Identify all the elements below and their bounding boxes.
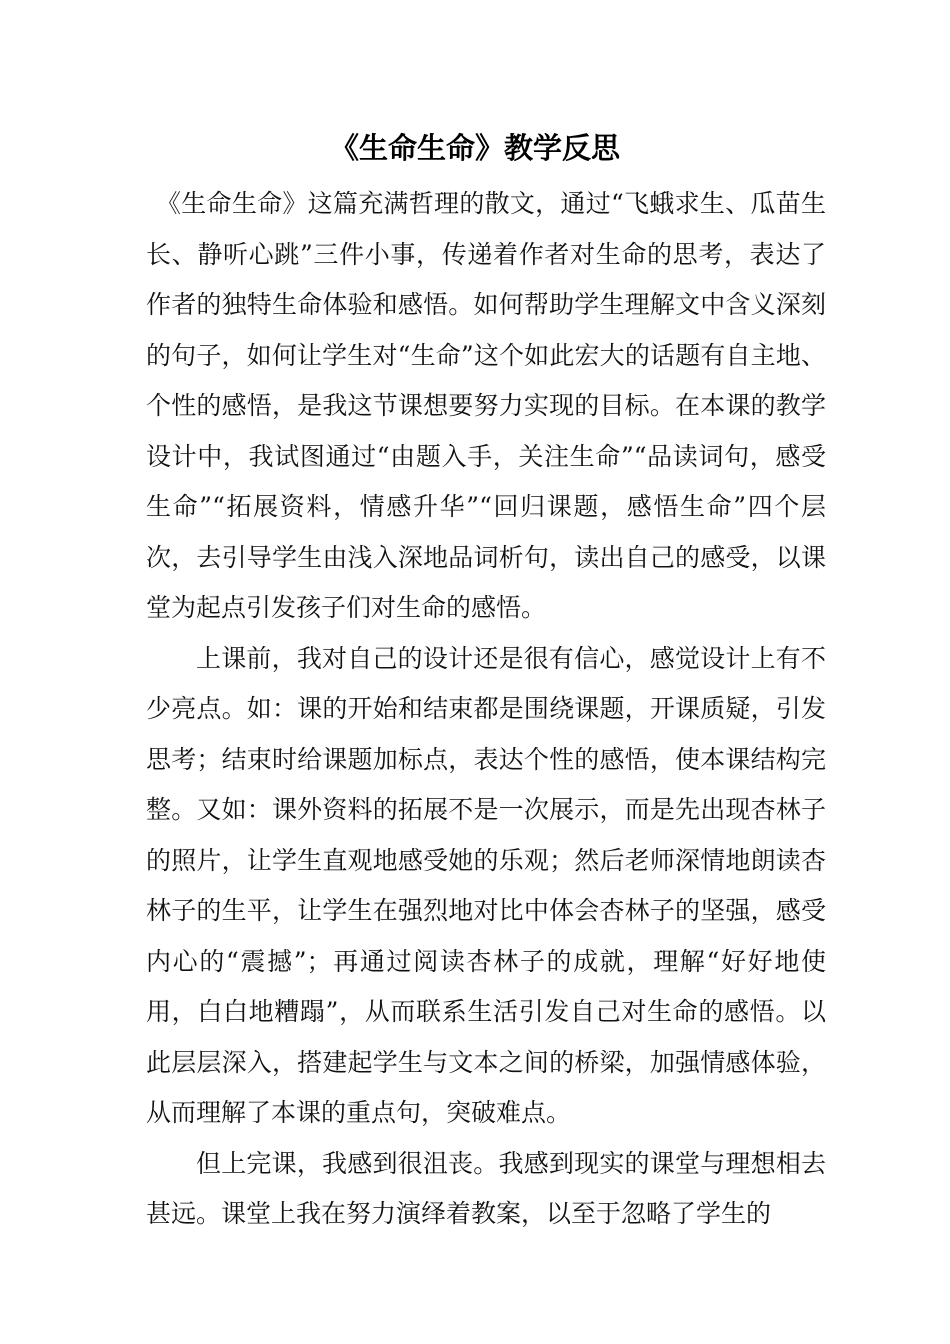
document-title: 《生命生命》教学反思 — [329, 131, 620, 165]
paragraph-3: 但上完课，我感到很沮丧。我感到现实的课堂与理想相去甚远。课堂上我在努力演绎着教案，以至于忽略了学生的 — [146, 1148, 826, 1228]
paragraph-2: 上课前，我对自己的设计还是很有信心，感觉设计上有不少亮点。如：课的开始和结束都是围绕课题，开课质疑，引发思考；结束时给课题加标点，表达个性的感悟，使本课结构完整。又如：课外资料的拓展不是一次展示，而是先出现杏林子的照片，让学生直观地感受她的乐观；然后老师深情地朗读杏林子的生平，让学生在强烈地对比中体会杏林子的坚强，感受内心的“震撼”；再通过阅读杏林子的成就，理解“好好地使用，白白地糟蹋”，从而联系生活引发自己对生命的感悟。以此层层深入，搭建起学生与文本之间的桥梁，加强情感体验，从而理解了本课的重点句，突破难点。 — [146, 643, 826, 1127]
document-body — [146, 179, 826, 1240]
paragraph-1: 《生命生命》这篇充满哲理的散文，通过“飞蛾求生、瓜苗生长、静听心跳”三件小事，传递着作者对生命的思考，表达了作者的独特生命体验和感悟。如何帮助学生理解文中含义深刻的句子，如何让学生对“生命”这个如此宏大的话题有自主地、个性的感悟，是我这节课想要努力实现的目标。在本课的教学设计中，我试图通过“由题入手，关注生命”“品读词句，感受生命”“拓展资料，情感升华”“回归课题，感悟生命”四个层次，去引导学生由浅入深地品词析句，读出自己的感受，以课堂为起点引发孩子们对生命的感悟。 — [146, 189, 826, 622]
